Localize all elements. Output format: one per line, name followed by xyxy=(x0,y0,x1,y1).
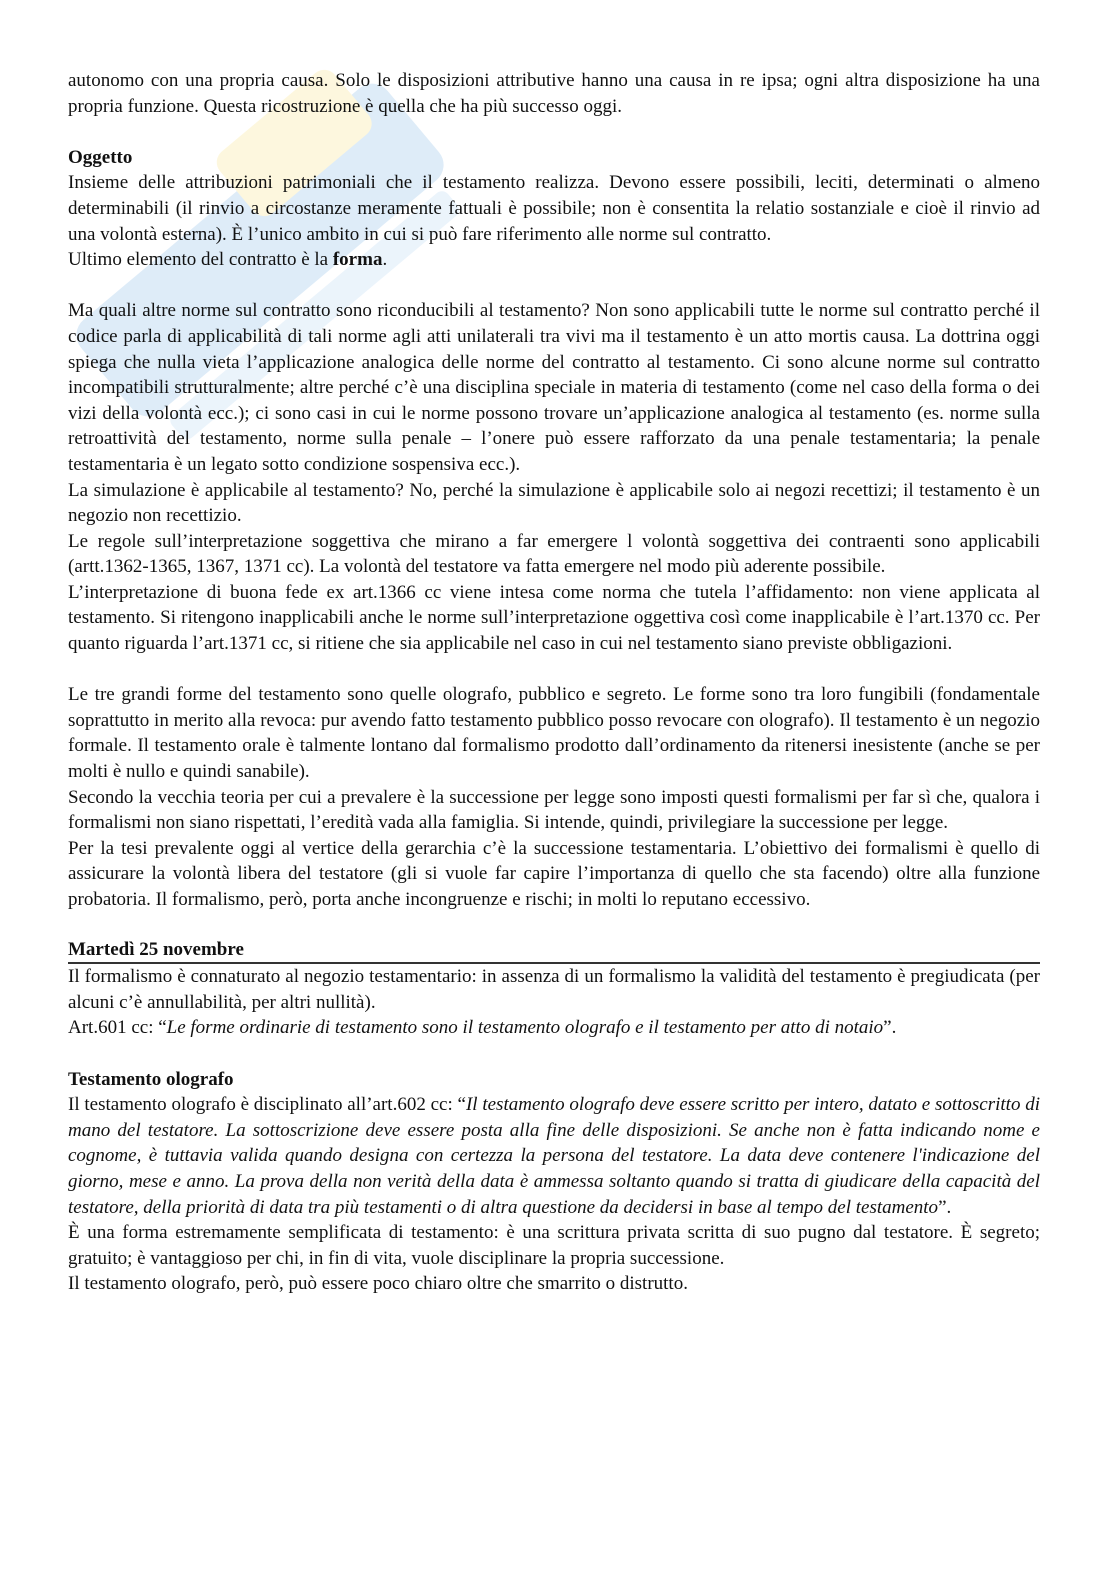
paragraph: Insieme delle attribuzioni patrimoniali che il testamento realizza. Devono essere possibili, leciti, determinati o almeno determinabili (il rinvio a circostanze meramente fattuali è possibile; non è consentita la relatio sostanziale e cioè il rinvio ad una volontà esterna). È l’unico ambito in cui si può fare riferimento alle norme sul contratto. xyxy=(68,172,1040,245)
section-heading-oggetto: Oggetto xyxy=(68,146,133,168)
paragraph xyxy=(68,1015,1040,1041)
text: Ultimo elemento del contratto è la xyxy=(68,249,333,271)
paragraph: Le tre grandi forme del testamento sono quelle olografo, pubblico e segreto. Le forme sono tra loro fungibili (fondamentale soprattutto in merito alla revoca: pur avendo fatto testamento pubblico posso revocare con olografo). Il testamento è un negozio formale. Il testamento orale è talmente lontano dal formalismo prodotto dall’ordinamento da ritenersi inesistente (anche se per molti è nullo e quindi sanabile). xyxy=(68,684,1040,783)
bold-term: forma xyxy=(332,249,383,271)
quote-text: Il testamento olografo deve essere scritto per intero, datato e sottoscritto di mano del testatore. La sottoscrizione deve essere posta alla fine delle disposizioni. Se anche non è fatta indicando nome e cognome, è tuttavia valida quando designa con certezza la persona del testatore. La data deve contenere l'indicazione del giorno, mese e anno. La prova della non verità della data è ammessa soltanto quando si tratta di giudicare della capacità del testatore, della priorità di data tra più testamenti o di altra questione da decidersi in base al tempo del testamento xyxy=(68,1094,1041,1218)
paragraph: Il formalismo è connaturato al negozio testamentario: in assenza di un formalismo la validità del testamento è pregiudicata (per alcuni c’è annullabilità, per altri nullità). xyxy=(68,966,1040,1013)
paragraph: La simulazione è applicabile al testamento? No, perché la simulazione è applicabile solo ai negozi recettizi; il testamento è un negozio non recettizio. xyxy=(68,479,1040,527)
document-page xyxy=(68,68,1040,1297)
paragraph xyxy=(68,247,1040,273)
paragraph: È una forma estremamente semplificata di testamento: è una scrittura privata scritta di suo pugno dal testatore. È segreto; gratuito; è vantaggioso per chi, in fin di vita, vuole disciplinare la propria successione. xyxy=(68,1222,1040,1269)
text: ”. xyxy=(883,1017,897,1039)
text: ”. xyxy=(938,1196,952,1218)
text: Il testamento olografo è disciplinato all’art.602 cc: “ xyxy=(68,1094,466,1116)
paragraph: Il testamento olografo, però, può essere poco chiaro oltre che smarrito o distrutto. xyxy=(68,1273,688,1295)
quote-text: Le forme ordinarie di testamento sono il testamento olografo e il testamento per atto di notaio xyxy=(166,1017,884,1039)
paragraph: Secondo la vecchia teoria per cui a prevalere è la successione per legge sono imposti questi formalismi per far sì che, qualora i formalismi non siano rispettati, l’eredità vada alla famiglia. Si intende, quindi, privilegiare la successione per legge. xyxy=(68,786,1040,834)
section-heading-olografo: Testamento olografo xyxy=(68,1068,234,1090)
paragraph: Ma quali altre norme sul contratto sono riconducibili al testamento? Non sono applicabili tutte le norme sul contratto perché il codice parla di applicabilità di tali norme agli atti unilaterali tra vivi ma il testamento è un atto mortis causa. La dottrina oggi spiega che nulla vieta l’applicazione analogica delle norme del contratto al testamento. Ci sono alcune norme sul contratto incompatibili strutturalmente; altre perché c’è una disciplina speciale in materia di testamento (come nel caso della forma o dei vizi della volontà ecc.); ci sono casi in cui le norme possono trovare un’applicazione analogica al testamento (es. norme sulla retroattività del testamento, norme sulla penale – l’onere può essere rafforzato da una penale testamentaria; la penale testamentaria è un legato sotto condizione sospensiva ecc.). xyxy=(68,300,1040,475)
paragraph: Per la tesi prevalente oggi al vertice della gerarchia c’è la successione testamentaria. L’obiettivo dei formalismi è quello di assicurare la volontà libera del testatore (gli si vuole far capire l’importanza di quello che sta facendo) oltre alla funzione probatoria. Il formalismo, però, porta anche incongruenze e rischi; in molti lo reputano eccessivo. xyxy=(68,837,1040,910)
text: . xyxy=(382,249,388,271)
date-heading: Martedì 25 novembre xyxy=(68,938,1040,964)
text: Art.601 cc: “ xyxy=(68,1017,167,1039)
paragraph: Le regole sull’interpretazione soggettiva che mirano a far emergere l volontà soggettiva dei contraenti sono applicabili (artt.1362-1365, 1367, 1371 cc). La volontà del testatore va fatta emergere nel modo più aderente possibile. xyxy=(68,530,1040,578)
paragraph xyxy=(68,1092,1040,1220)
paragraph: L’interpretazione di buona fede ex art.1366 cc viene intesa come norma che tutela l’affidamento: non viene applicata al testamento. Si ritengono inapplicabili anche le norme sull’interpretazione oggettiva così come inapplicabile è l’art.1370 cc. Per quanto riguarda l’art.1371 cc, si ritiene che sia applicabile nel caso in cui nel testamento siano previste obbligazioni. xyxy=(68,581,1040,655)
paragraph: autonomo con una propria causa. Solo le disposizioni attributive hanno una causa in re ipsa; ogni altra disposizione ha una propria funzione. Questa ricostruzione è quella che ha più successo oggi. xyxy=(68,70,1040,117)
